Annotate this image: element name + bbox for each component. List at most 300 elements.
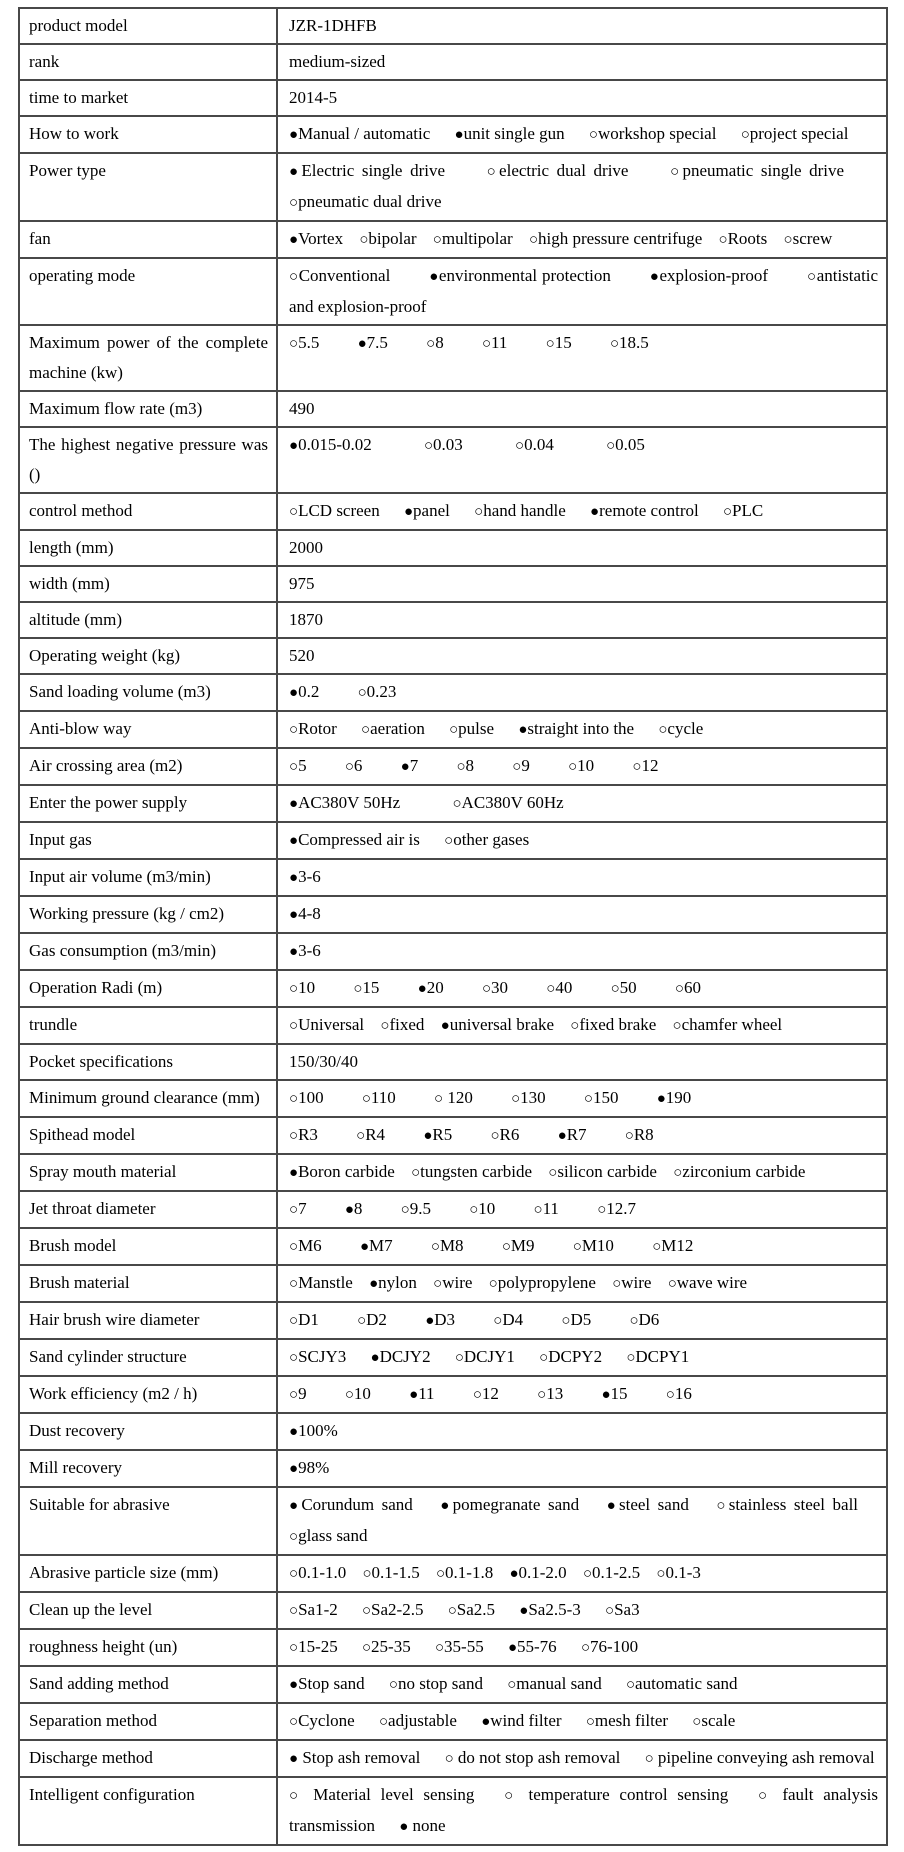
radio-open-icon: ○ [609,336,619,352]
option [629,1310,659,1329]
option-label: 55-76 [517,1637,557,1656]
option-label: pomegranate sand [452,1495,580,1514]
option-label: glass sand [298,1526,368,1545]
option [362,1637,411,1656]
option-label: Material level sensing [303,1785,475,1804]
option [289,1637,338,1656]
radio-open-icon: ○ [356,1128,366,1144]
option-selected [360,1236,393,1255]
option-label: R8 [633,1125,654,1144]
option-label: screw [792,229,833,248]
spec-row [19,1413,887,1450]
option [411,1162,532,1181]
option-selected [558,1125,587,1144]
option-label: AC380V 50Hz [298,793,401,812]
radio-open-icon: ○ [629,1313,639,1329]
option-label: do not stop ash removal [453,1748,621,1767]
spec-value [277,1339,887,1376]
option-label: 10 [353,1384,371,1403]
spec-value: 1870 [277,602,887,638]
option [362,1088,396,1107]
radio-open-icon: ○ [493,1313,503,1329]
option-label: Compressed air is [298,830,420,849]
option-selected [401,756,419,775]
option [289,501,380,520]
option-selected [371,1347,431,1366]
option [434,1088,473,1107]
option [692,1711,735,1730]
option-label: R5 [432,1125,453,1144]
spec-row [19,221,887,258]
radio-filled-icon: ● [289,164,302,180]
option [433,229,513,248]
spec-value: 150/30/40 [277,1044,887,1080]
option-label: 0.015-0.02 [298,435,372,454]
option [652,1236,693,1255]
radio-filled-icon: ● [289,1751,299,1767]
spec-value: 2000 [277,530,887,566]
option [345,756,363,775]
option [353,978,379,997]
option-label: unit single gun [463,124,565,143]
radio-open-icon: ○ [528,232,538,248]
option-selected [345,1199,363,1218]
option [426,333,444,352]
spec-label: Operation Radi (m) [19,970,277,1007]
option [289,1526,367,1545]
option-label: stainless steel ball [728,1495,859,1514]
option-label: panel [413,501,450,520]
radio-filled-icon: ● [590,504,600,520]
radio-open-icon: ○ [289,1788,304,1804]
option-label: Electric single drive [301,161,446,180]
option [716,1495,858,1514]
option-label: 10 [577,756,595,775]
radio-filled-icon: ● [423,1128,433,1144]
option-label: Cyclone [298,1711,355,1730]
option-label: 0.04 [524,435,554,454]
option [668,1273,747,1292]
option-label: 11 [418,1384,435,1403]
radio-open-icon: ○ [652,1239,662,1255]
spec-row [19,1629,887,1666]
radio-open-icon: ○ [357,1313,367,1329]
radio-open-icon: ○ [570,1018,580,1034]
radio-filled-icon: ● [289,1677,299,1693]
radio-filled-icon: ● [649,269,660,285]
spec-label: Clean up the level [19,1592,277,1629]
spec-row [19,1228,887,1265]
spec-value [277,258,887,325]
radio-open-icon: ○ [597,1202,607,1218]
option-label: DCPY2 [548,1347,603,1366]
option-label: R3 [298,1125,318,1144]
option-selected [429,266,611,285]
option-label: R7 [566,1125,587,1144]
radio-open-icon: ○ [486,164,500,180]
option [289,756,307,775]
spec-label: width (mm) [19,566,277,602]
option [511,1088,546,1107]
option [673,1162,805,1181]
spec-value [277,221,887,258]
radio-filled-icon: ● [289,127,299,143]
option [379,1711,457,1730]
radio-open-icon: ○ [533,1202,543,1218]
spec-value [277,1007,887,1044]
option-label: D2 [366,1310,387,1329]
spec-label: Abrasive particle size (mm) [19,1555,277,1592]
radio-open-icon: ○ [539,1350,549,1366]
option-label: zirconium carbide [682,1162,806,1181]
radio-filled-icon: ● [289,438,299,454]
option-label: 15-25 [298,1637,338,1656]
option-label: 18.5 [619,333,649,352]
spec-label: Sand adding method [19,1666,277,1703]
radio-open-icon: ○ [644,1751,654,1767]
option-label: wire [621,1273,652,1292]
spec-label: Separation method [19,1703,277,1740]
option-selected [441,1015,554,1034]
option-label: 50 [619,978,637,997]
radio-open-icon: ○ [289,269,299,285]
option-label: Stop sand [298,1674,365,1693]
option [445,1748,621,1767]
radio-open-icon: ○ [806,269,817,285]
option-label: 100 [298,1088,324,1107]
option [605,1600,640,1619]
option-label: D6 [638,1310,660,1329]
spec-value [277,674,887,711]
option-label: 0.1-1.5 [371,1563,420,1582]
option-label: 0.23 [366,682,397,701]
radio-open-icon: ○ [672,1018,682,1034]
spec-row [19,785,887,822]
option-label: M12 [661,1236,694,1255]
option-label: nylon [378,1273,417,1292]
spec-value [277,1777,887,1845]
option-selected [289,793,400,812]
option-label: Stop ash removal [298,1748,421,1767]
option-label: 20 [426,978,444,997]
radio-open-icon: ○ [545,336,555,352]
option [289,192,442,211]
spec-value [277,1080,887,1117]
spec-row [19,258,887,325]
option-selected [657,1088,692,1107]
spec-label: Maximum power of the complete machine (kw) [19,325,277,391]
option [444,830,529,849]
option-label: R4 [365,1125,386,1144]
option-label: pipeline conveying ash removal [653,1748,875,1767]
radio-open-icon: ○ [447,1603,457,1619]
radio-open-icon: ○ [504,1788,519,1804]
option-label: 25-35 [371,1637,411,1656]
option [359,229,416,248]
option-label: workshop special [597,124,717,143]
radio-open-icon: ○ [626,1350,636,1366]
option [626,1347,689,1366]
spec-row [19,1740,887,1777]
option-label: 0.1-3 [665,1563,701,1582]
radio-open-icon: ○ [758,1788,773,1804]
radio-open-icon: ○ [718,232,728,248]
spec-label: Air crossing area (m2) [19,748,277,785]
option-selected [289,161,445,180]
radio-open-icon: ○ [572,1239,582,1255]
spec-label: Spithead model [19,1117,277,1154]
option [289,1563,346,1582]
spec-value [277,493,887,530]
option [448,1600,495,1619]
option-label: Sa1-2 [298,1600,338,1619]
spec-label: Power type [19,153,277,221]
spec-row [19,530,887,566]
spec-value [277,427,887,493]
spec-value: 975 [277,566,887,602]
radio-open-icon: ○ [289,759,299,775]
option-label: 30 [491,978,508,997]
radio-filled-icon: ● [289,232,299,248]
option-label: 7.5 [366,333,388,352]
option [289,266,390,285]
radio-open-icon: ○ [670,164,683,180]
option [289,1310,319,1329]
radio-open-icon: ○ [546,981,556,997]
option-label: M9 [510,1236,535,1255]
option-label: Rotor [298,719,337,738]
radio-filled-icon: ● [289,870,299,886]
option-label: DCJY2 [379,1347,431,1366]
option-label: 190 [665,1088,692,1107]
option [493,1310,523,1329]
option [597,1199,636,1218]
spec-row [19,970,887,1007]
radio-open-icon: ○ [488,1276,498,1292]
spec-row [19,44,887,80]
radio-open-icon: ○ [380,1018,390,1034]
option-label: 0.05 [615,435,645,454]
spec-label: Maximum flow rate (m3) [19,391,277,427]
radio-open-icon: ○ [625,1677,636,1693]
option-selected [423,1125,452,1144]
radio-open-icon: ○ [361,1640,372,1656]
option [723,501,763,520]
spec-row [19,427,887,493]
spec-row [19,493,887,530]
radio-open-icon: ○ [481,336,491,352]
option-label: 11 [491,333,508,352]
spec-label: control method [19,493,277,530]
option-label: D5 [570,1310,592,1329]
option-selected [289,904,321,923]
option [289,1125,318,1144]
spec-label: operating mode [19,258,277,325]
option [539,1347,602,1366]
radio-open-icon: ○ [400,1202,410,1218]
option-label: 11 [542,1199,559,1218]
radio-open-icon: ○ [472,1387,482,1403]
option-label: 8 [353,1199,363,1218]
option-label: 8 [465,756,474,775]
spec-row [19,1117,887,1154]
radio-open-icon: ○ [568,759,578,775]
radio-filled-icon: ● [357,336,367,352]
radio-open-icon: ○ [289,1640,299,1656]
radio-filled-icon: ● [454,127,464,143]
option-label: 12 [641,756,659,775]
option-label: 12.7 [606,1199,636,1218]
option-label: wire [442,1273,473,1292]
option-selected [590,501,699,520]
option-label: 150 [592,1088,619,1107]
radio-filled-icon: ● [519,1603,529,1619]
option-label: Manual / automatic [298,124,431,143]
option-label: 110 [370,1088,396,1107]
option-label: multipolar [441,229,513,248]
spec-label: length (mm) [19,530,277,566]
option [504,1785,728,1804]
option [568,756,594,775]
option-selected [455,124,565,143]
spec-row [19,391,887,427]
radio-open-icon: ○ [435,1566,446,1582]
option-label: 12 [481,1384,499,1403]
spec-row [19,896,887,933]
option [357,1310,387,1329]
radio-open-icon: ○ [434,1091,444,1107]
option-label: 9 [521,756,530,775]
radio-open-icon: ○ [289,1276,299,1292]
spec-value [277,1191,887,1228]
option [289,1015,364,1034]
radio-filled-icon: ● [409,1387,419,1403]
option-label: explosion-proof [659,266,769,285]
option-label: Sa2-2.5 [371,1600,424,1619]
spec-value [277,1666,887,1703]
radio-open-icon: ○ [632,759,642,775]
spec-label: The highest negative pressure was () [19,427,277,493]
spec-label: Jet throat diameter [19,1191,277,1228]
spec-row [19,602,887,638]
radio-filled-icon: ● [429,269,439,285]
spec-value [277,116,887,153]
option [741,124,849,143]
option [362,1600,423,1619]
option-label: M6 [298,1236,322,1255]
spec-value [277,153,887,221]
option [289,1088,324,1107]
radio-open-icon: ○ [289,195,299,211]
option-label: Roots [727,229,768,248]
spec-label: Brush material [19,1265,277,1302]
spec-table [18,7,888,1846]
option-label: 130 [520,1088,546,1107]
option-label: adjustable [388,1711,457,1730]
radio-open-icon: ○ [361,722,371,738]
spec-value [277,1413,887,1450]
option-label: PLC [732,501,764,520]
option-label: none [408,1816,446,1835]
radio-open-icon: ○ [674,981,684,997]
option-label: scale [701,1711,736,1730]
option [490,1125,519,1144]
option-label: 7 [298,1199,307,1218]
option-label: remote control [599,501,699,520]
option-label: universal brake [449,1015,555,1034]
spec-row [19,748,887,785]
radio-open-icon: ○ [456,759,466,775]
spec-value [277,933,887,970]
radio-open-icon: ○ [692,1714,702,1730]
radio-open-icon: ○ [454,1350,464,1366]
option-label: 0.1-1.0 [298,1563,347,1582]
option-label: 10 [298,978,316,997]
spec-label: Brush model [19,1228,277,1265]
radio-filled-icon: ● [518,722,528,738]
radio-filled-icon: ● [481,1714,491,1730]
radio-open-icon: ○ [624,1128,634,1144]
spec-row [19,8,887,44]
option-label: SCJY3 [298,1347,347,1366]
option [537,1384,563,1403]
spec-value: JZR-1DHFB [277,8,887,44]
spec-label: time to market [19,80,277,116]
spec-row [19,638,887,674]
radio-open-icon: ○ [610,981,620,997]
option [534,1199,559,1218]
radio-open-icon: ○ [716,1498,729,1514]
radio-open-icon: ○ [512,759,522,775]
option-label: 3-6 [298,867,321,886]
radio-open-icon: ○ [444,833,454,849]
option [356,1125,385,1144]
radio-filled-icon: ● [289,1424,299,1440]
radio-filled-icon: ● [399,1819,409,1835]
option-selected [289,1458,329,1477]
radio-open-icon: ○ [289,1566,299,1582]
option [289,1600,338,1619]
radio-open-icon: ○ [511,1091,521,1107]
option-label: 76-100 [590,1637,639,1656]
radio-open-icon: ○ [434,1640,445,1656]
radio-open-icon: ○ [432,232,442,248]
option-label: other gases [453,830,530,849]
radio-open-icon: ○ [359,232,369,248]
option-label: silicon carbide [557,1162,657,1181]
spec-label: Suitable for abrasive [19,1487,277,1555]
option-label: electric dual drive [499,161,629,180]
option-selected [519,1600,580,1619]
option-label: Conventional [298,266,391,285]
option [289,333,319,352]
radio-filled-icon: ● [601,1387,611,1403]
spec-value [277,1555,887,1592]
option [433,1273,472,1292]
spec-value [277,1302,887,1339]
option-label: manual sand [516,1674,602,1693]
option [469,1199,495,1218]
option-selected [518,719,634,738]
option [361,719,425,738]
spec-label: Sand loading volume (m3) [19,674,277,711]
radio-filled-icon: ● [289,1498,302,1514]
spec-value [277,1265,887,1302]
option [561,1310,591,1329]
radio-filled-icon: ● [440,1018,450,1034]
radio-open-icon: ○ [289,1091,299,1107]
option-label: Sa3 [614,1600,640,1619]
